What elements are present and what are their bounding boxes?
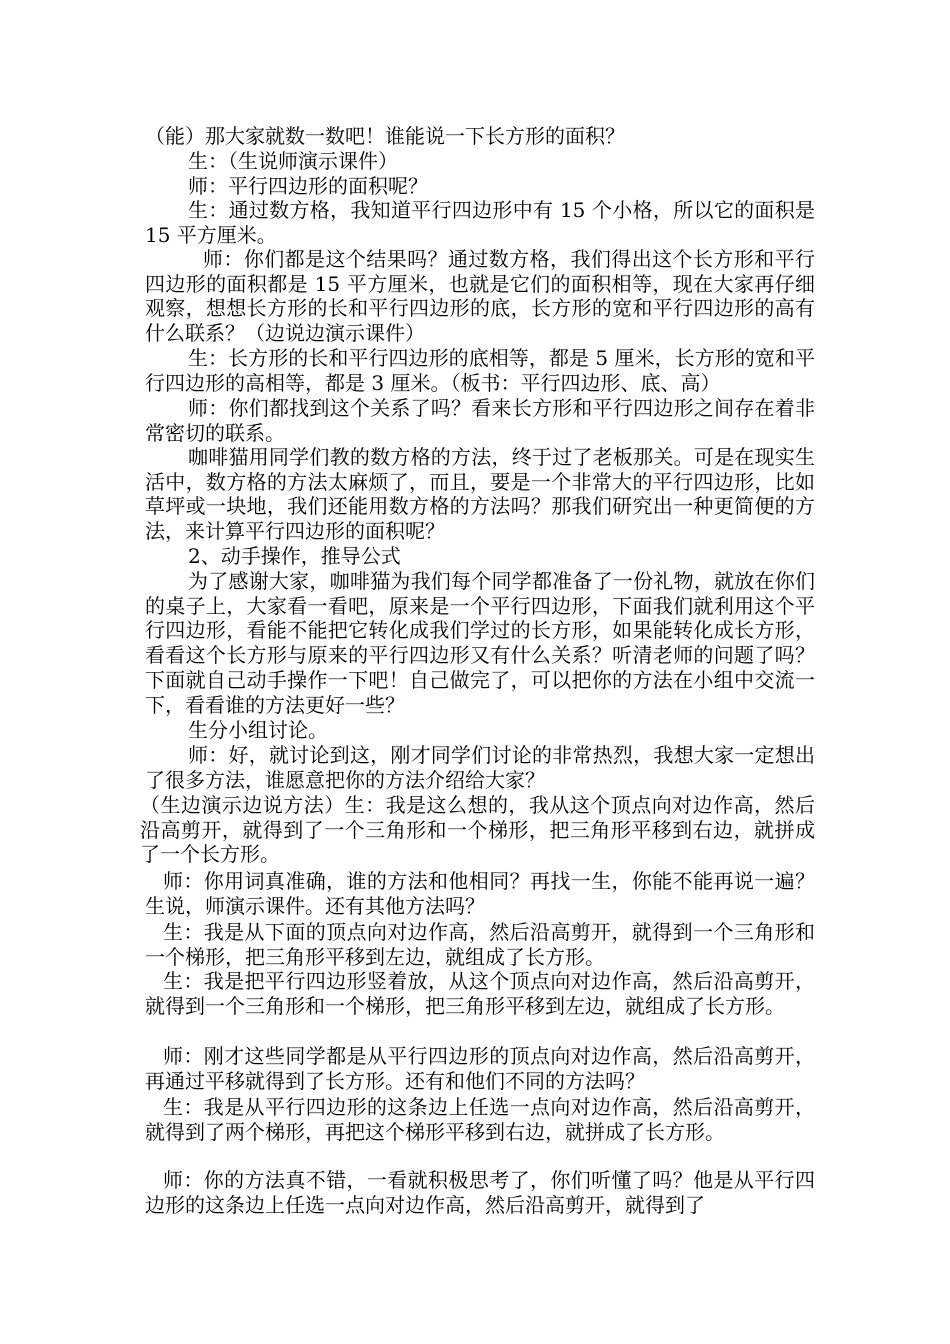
paragraph-5: 师：你们都是这个结果吗？通过数方格，我们得出这个长方形和平行四边形的面积都是 15 平方厘米，也就是它们的面积相等，现在大家再仔细观察，想想长方形的长和平行四边形的底，长方形的宽和平行四边形的高有什么联系？（边说边演示课件） bbox=[145, 247, 815, 346]
paragraph-17: 师：刚才这些同学都是从平行四边形的顶点向对边作高，然后沿高剪开，再通过平移就得到了长方形。还有和他们不同的方法吗？ bbox=[145, 1044, 815, 1093]
paragraph-13: （生边演示边说方法）生：我是这么想的，我从这个顶点向对边作高，然后沿高剪开，就得到了一个三角形和一个梯形，把三角形平移到右边，就拼成了一个长方形。 bbox=[140, 793, 815, 867]
paragraph-8: 咖啡猫用同学们教的数方格的方法，终于过了老板那关。可是在现实生活中，数方格的方法太麻烦了，而且，要是一个非常大的平行四边形，比如草坪或一块地，我们还能用数方格的方法吗？那我们研究出一种更简便的方法，来计算平行四边形的面积呢？ bbox=[145, 445, 815, 544]
paragraph-19: 师：你的方法真不错，一看就积极思考了，你们听懂了吗？他是从平行四边形的这条边上任选一点向对边作高，然后沿高剪开，就得到了 bbox=[145, 1168, 815, 1217]
paragraph-15: 生：我是从下面的顶点向对边作高，然后沿高剪开，就得到一个三角形和一个梯形，把三角形平移到左边，就组成了长方形。 bbox=[145, 920, 815, 969]
paragraph-2: 生：（生说师演示课件） bbox=[188, 149, 398, 173]
paragraph-6: 生：长方形的长和平行四边形的底相等，都是 5 厘米，长方形的宽和平行四边形的高相等，都是 3 厘米。（板书：平行四边形、底、高） bbox=[145, 346, 815, 395]
paragraph-4: 生：通过数方格，我知道平行四边形中有 15 个小格，所以它的面积是 15 平方厘米。 bbox=[145, 198, 815, 247]
paragraph-12: 师：好，就讨论到这，刚才同学们讨论的非常热烈，我想大家一定想出了很多方法，谁愿意把你的方法介绍给大家？ bbox=[145, 743, 815, 792]
paragraph-10: 为了感谢大家，咖啡猫为我们每个同学都准备了一份礼物，就放在你们的桌子上，大家看一看吧，原来是一个平行四边形，下面我们就利用这个平行四边形，看能不能把它转化成我们学过的长方形，如果能转化成长方形，看看这个长方形与原来的平行四边形又有什么关系？听清老师的问题了吗？下面就自己动手操作一下吧！自己做完了，可以把你的方法在小组中交流一下，看看谁的方法更好一些？ bbox=[145, 569, 815, 717]
paragraph-11: 生分小组讨论。 bbox=[188, 718, 328, 742]
paragraph-3: 师：平行四边形的面积呢？ bbox=[188, 174, 428, 198]
paragraph-9: 2、动手操作，推导公式 bbox=[188, 544, 401, 568]
paragraph-7: 师：你们都找到这个关系了吗？看来长方形和平行四边形之间存在着非常密切的联系。 bbox=[145, 396, 815, 445]
paragraph-16: 生：我是把平行四边形竖着放，从这个顶点向对边作高，然后沿高剪开，就得到一个三角形和一个梯形，把三角形平移到左边，就组成了长方形。 bbox=[145, 969, 815, 1018]
paragraph-14: 师：你用词真准确，谁的方法和他相同？再找一生，你能不能再说一遍？生说，师演示课件。还有其他方法吗？ bbox=[145, 869, 815, 918]
paragraph-1: （能）那大家就数一数吧！谁能说一下长方形的面积？ bbox=[145, 124, 625, 148]
paragraph-18: 生：我是从平行四边形的这条边上任选一点向对边作高，然后沿高剪开，就得到了两个梯形，再把这个梯形平移到右边，就拼成了长方形。 bbox=[145, 1095, 815, 1144]
